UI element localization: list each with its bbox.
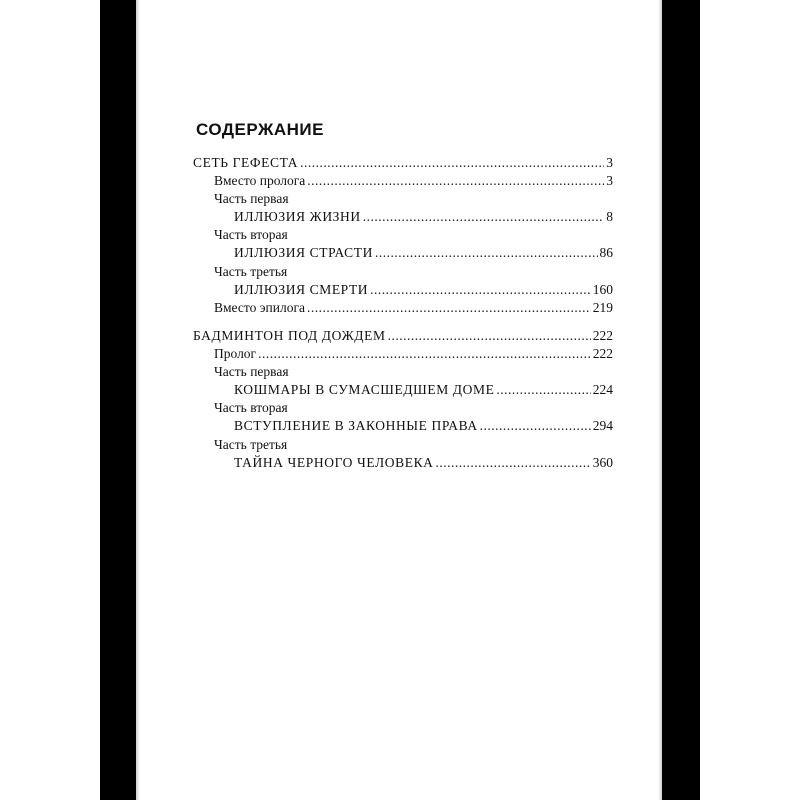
toc-entry-text: Часть первая [214, 364, 289, 379]
toc-entry-text: Часть вторая [214, 227, 288, 242]
toc-entry-text: ВСТУПЛЕНИЕ В ЗАКОННЫЕ ПРАВА [234, 418, 478, 433]
toc-entry-text: КОШМАРЫ В СУМАСШЕДШЕМ ДОМЕ [234, 382, 495, 397]
toc-leader-dots [436, 454, 591, 472]
toc-part-label [214, 436, 287, 454]
toc-entry-text: ИЛЛЮЗИЯ СМЕРТИ [234, 282, 369, 297]
toc-entry-chapter [234, 208, 613, 226]
toc-entry-page: 224 [592, 382, 613, 397]
toc-entry-prologue [214, 172, 613, 190]
toc-entry-chapter [234, 281, 613, 299]
toc-entry-prologue [214, 345, 613, 363]
toc-entry-text: Вместо пролога [214, 173, 306, 188]
toc-entry-text: СЕТЬ ГЕФЕСТА [193, 155, 299, 170]
toc-leader-dots [300, 154, 604, 172]
toc-entry-page: 219 [592, 300, 613, 315]
toc-entry-page: 222 [592, 328, 613, 343]
toc-entry-book-1 [193, 154, 613, 172]
toc-entry-page: 3 [606, 173, 613, 188]
toc-leader-dots [307, 172, 604, 190]
toc-leader-dots [375, 244, 598, 262]
toc-entry-chapter [234, 454, 613, 472]
toc-leader-dots [363, 208, 605, 226]
toc-entry-text: Часть третья [214, 437, 288, 452]
toc-leader-dots [307, 299, 591, 317]
toc-entry-page: 360 [592, 455, 613, 470]
toc-leader-dots [370, 281, 591, 299]
toc-entry-chapter [234, 417, 613, 435]
toc-entry-page: 8 [606, 209, 613, 224]
toc-title: СОДЕРЖАНИЕ [196, 120, 324, 139]
toc-entry-text: Часть вторая [214, 400, 288, 415]
toc-part-label [214, 399, 288, 417]
toc-entry-text: ИЛЛЮЗИЯ СТРАСТИ [234, 245, 373, 260]
toc-entry-text: ИЛЛЮЗИЯ ЖИЗНИ [234, 209, 361, 224]
toc-entry-page: 160 [592, 282, 613, 297]
toc-part-label [214, 263, 287, 281]
toc-entry-text: Вместо эпилога [214, 300, 305, 315]
toc-entry-chapter [234, 381, 613, 399]
toc-part-label [214, 363, 289, 381]
toc-entry-page: 3 [606, 155, 613, 170]
toc-entry-text: ТАЙНА ЧЕРНОГО ЧЕЛОВЕКА [234, 455, 434, 470]
right-page-shadow [658, 0, 662, 800]
toc-entry-book-2 [193, 327, 613, 345]
toc-leader-dots [258, 345, 591, 363]
toc-part-label [214, 226, 288, 244]
toc-entry-chapter [234, 244, 613, 262]
toc-entry-text: Пролог [214, 346, 257, 361]
toc-part-label [214, 190, 289, 208]
toc-leader-dots [388, 327, 591, 345]
toc-leader-dots [496, 381, 590, 399]
toc-entry-epilogue [214, 299, 613, 317]
toc-entry-page: 294 [592, 418, 613, 433]
toc-entry-page: 86 [599, 245, 613, 260]
toc-entry-page: 222 [592, 346, 613, 361]
toc-leader-dots [480, 417, 591, 435]
toc-entry-text: Часть третья [214, 264, 288, 279]
toc-entry-text: Часть первая [214, 191, 289, 206]
right-border-bar [662, 0, 700, 800]
toc-entry-text: БАДМИНТОН ПОД ДОЖДЕМ [193, 328, 386, 343]
